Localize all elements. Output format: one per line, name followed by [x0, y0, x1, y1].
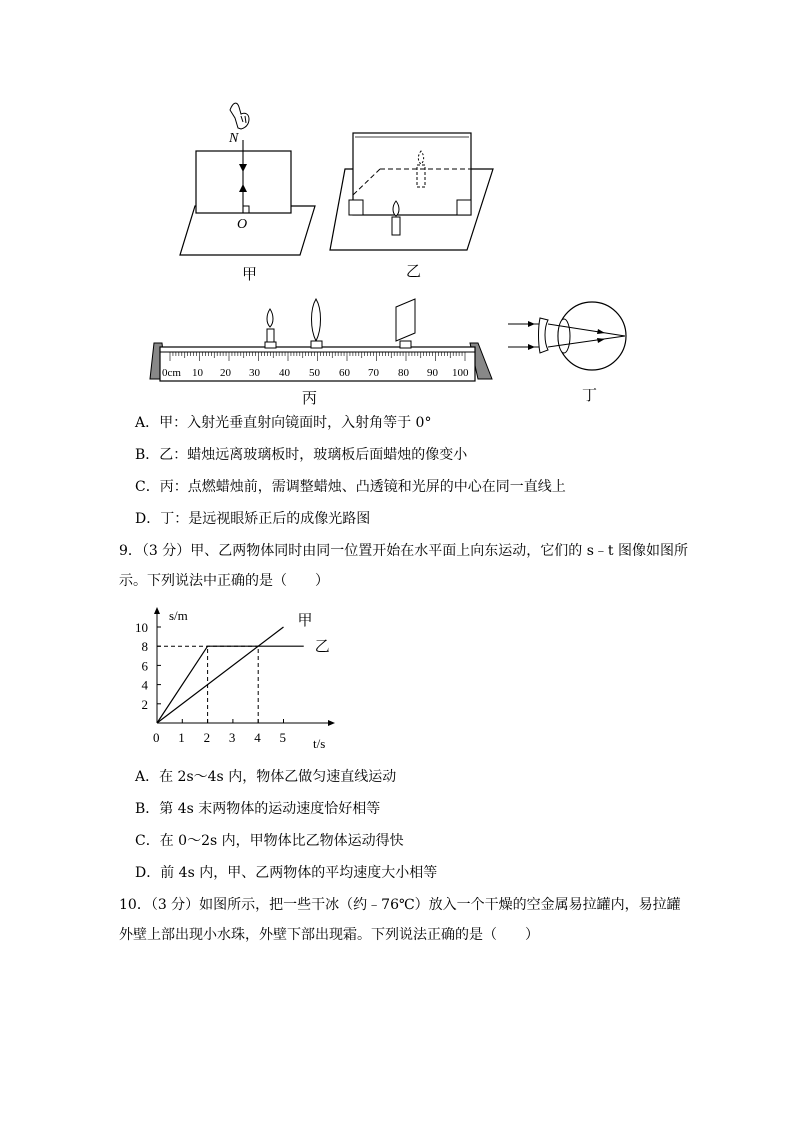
x-tick-label: 5	[279, 730, 286, 745]
q8-option-c: C．丙：点燃蜡烛前，需调整蜡烛、凸透镜和光屏的中心在同一直线上	[135, 479, 566, 495]
ruler-label-80: 80	[398, 367, 409, 379]
yi-right-support	[457, 200, 471, 215]
screen-icon	[396, 299, 415, 341]
candle-icon	[392, 217, 400, 235]
hand-icon	[230, 103, 249, 129]
ruler-label-70: 70	[368, 367, 379, 379]
q9-stem-line2: 示。下列说法中正确的是（ ）	[119, 573, 329, 589]
candle-holder	[265, 342, 276, 348]
q8-option-a: A．甲：入射光垂直射向镜面时，入射角等于 0°	[135, 415, 432, 431]
y-axis-label: s/m	[169, 608, 188, 623]
q9-option-c: C．在 0～2s 内，甲物体比乙物体运动得快	[135, 833, 404, 849]
y-tick-label: 10	[135, 620, 148, 635]
series-line-yi	[157, 646, 304, 723]
figure-bing-label: 丙	[302, 389, 318, 407]
y-tick-label: 6	[141, 658, 148, 674]
convex-lens-icon	[312, 299, 321, 341]
bench-candle-icon	[267, 329, 274, 343]
yi-left-support	[349, 200, 363, 215]
q10-stem-line1: 10．（3 分）如图所示，把一些干冰（约﹣76℃）放入一个干燥的空金属易拉罐内，易拉罐	[119, 897, 681, 913]
series-label-yi: 乙	[314, 639, 330, 656]
bench-flame-icon	[267, 309, 273, 327]
ruler-label-50: 50	[309, 367, 320, 379]
q9-option-d: D．前 4s 内，甲、乙两物体的平均速度大小相等	[135, 865, 438, 881]
series-label-jia: 甲	[297, 613, 313, 629]
ruler-label-20: 20	[220, 367, 231, 379]
x-tick-label: 2	[203, 730, 211, 745]
figure-yi	[325, 125, 500, 260]
ruler-label-30: 30	[249, 367, 260, 379]
q8-option-d: D．丁：是远视眼矫正后的成像光路图	[135, 511, 371, 527]
yi-glass-plate	[353, 133, 471, 215]
q8-option-b: B．乙：蜡烛远离玻璃板时，玻璃板后面蜡烛的像变小	[135, 447, 468, 463]
arrow-right-icon	[528, 344, 535, 350]
x-tick-label: 4	[254, 730, 261, 745]
ruler-label-0: 0cm	[162, 367, 181, 379]
ruler-label-40: 40	[279, 367, 290, 379]
eye-lens	[558, 319, 570, 353]
y-axis-arrow-icon	[154, 607, 160, 614]
correction-lens-icon	[539, 318, 549, 353]
figure-ding	[500, 300, 630, 380]
q9-option-b: B．第 4s 末两物体的运动速度恰好相等	[135, 801, 381, 817]
ruler-label-60: 60	[339, 367, 350, 379]
figure-jia	[175, 98, 325, 288]
ruler-label-100: 100	[452, 367, 469, 379]
q9-option-a: A．在 2s～4s 内，物体乙做匀速直线运动	[135, 769, 397, 785]
x-tick-label: 0	[153, 730, 160, 745]
x-axis-label: t/s	[313, 736, 326, 751]
q10-stem-line2: 外壁上部出现小水珠，外壁下部出现霜。下列说法正确的是（ ）	[119, 927, 539, 943]
y-tick-label: 4	[141, 677, 148, 693]
figure-yi-label: 乙	[406, 262, 422, 280]
label-o: O	[237, 217, 248, 232]
q9-stem-line1: 9．（3 分）甲、乙两物体同时由同一位置开始在水平面上向东运动，它们的 s﹣t 图像如图所	[119, 543, 688, 559]
screen-holder	[400, 341, 411, 348]
figure-ding-label: 丁	[582, 386, 598, 404]
x-axis-arrow-icon	[328, 720, 335, 726]
arrow-right-icon	[528, 321, 535, 327]
st-chart	[130, 602, 350, 757]
ruler-label-90: 90	[427, 367, 438, 379]
figure-jia-label: 甲	[242, 265, 258, 283]
x-tick-label: 3	[228, 730, 236, 745]
x-tick-label: 1	[178, 730, 185, 745]
series-line-jia	[157, 627, 284, 723]
ruler-label-10: 10	[192, 367, 203, 379]
y-tick-label: 2	[141, 696, 148, 712]
y-tick-label: 8	[141, 639, 148, 655]
figure-bing	[140, 295, 500, 390]
lens-holder	[311, 341, 322, 348]
label-n: N	[229, 131, 239, 146]
